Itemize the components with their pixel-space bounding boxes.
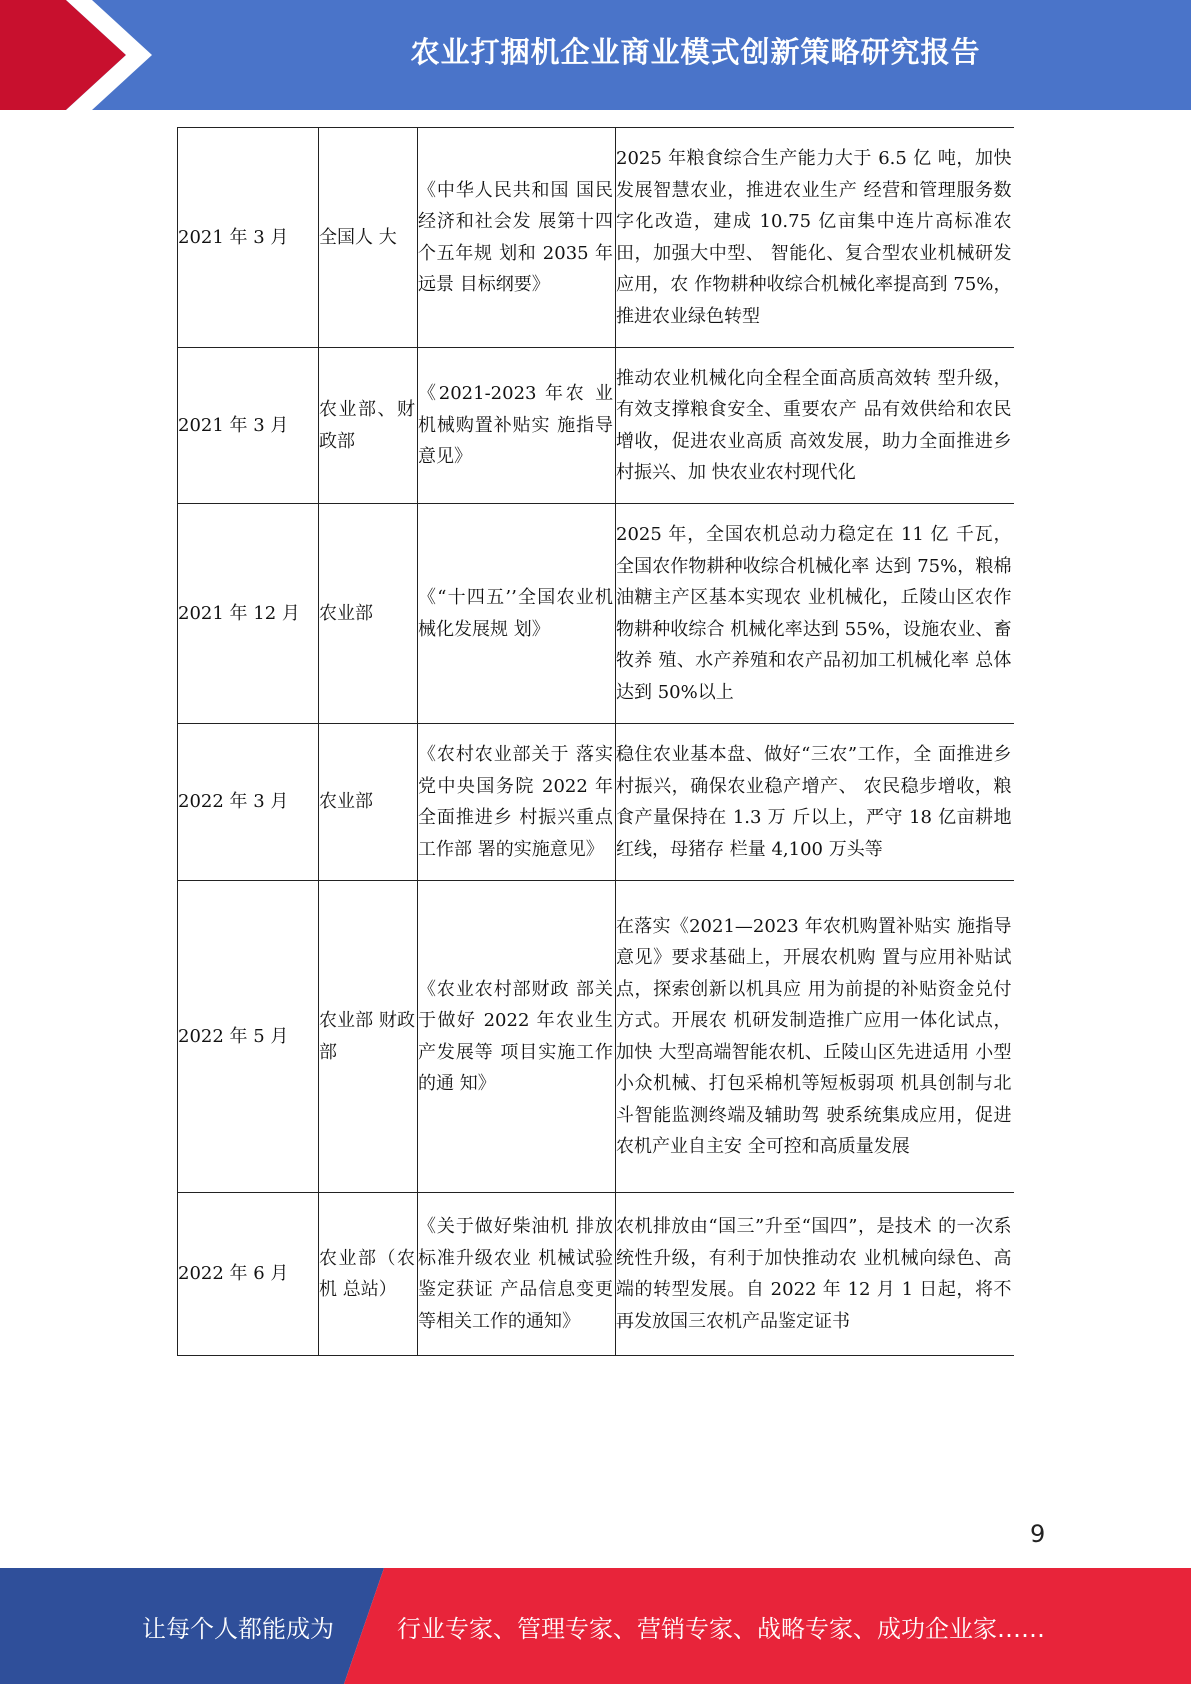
policy-content-cell: 在落实《2021—2023 年农机购置补贴实 施指导意见》要求基础上，开展农机购 置与应用补贴试点，探索创新以机具应 用为前提的补贴资金兑付方式。开展农 机研发制造推广应用一体化试点，加快 大型高端智能农机、丘陵山区先进适用 小型小众机械、打包采棉机等短板弱项 机具创制与北斗智能监测终端及辅助驾 驶系统集成应用，促进农机产业自主安 全可控和高质量发展 (616, 881, 1014, 1193)
policy-document-cell: 《中华人民共和国 国民经济和社会发 展第十四个五年规 划和 2035 年远景 目标纲要》 (418, 128, 616, 348)
policy-department-cell: 农业部 (319, 504, 418, 724)
table-row (178, 504, 1014, 724)
footer-slogan-left: 让每个人都能成为 (142, 1614, 334, 1643)
table-row (178, 1193, 1014, 1356)
policy-content-cell: 农机排放由“国三”升至“国四”，是技术 的一次系统性升级，有利于加快推动农 业机械向绿色、高端的转型发展。自 2022 年 12 月 1 日起，将不再发放国三农机产品鉴定证书 (616, 1193, 1014, 1356)
policy-content-cell: 2025 年，全国农机总动力稳定在 11 亿 千瓦，全国农作物耕种收综合机械化率 达到 75%，粮棉油糖主产区基本实现农 业机械化，丘陵山区农作物耕种收综合 机械化率达到 55%，设施农业、畜牧养 殖、水产养殖和农产品初加工机械化率 总体达到 50%以上 (616, 504, 1014, 724)
page-header (0, 0, 1191, 110)
policy-department-cell: 农业部、财政部 (319, 348, 418, 504)
policy-content-cell: 稳住农业基本盘、做好“三农”工作，全 面推进乡村振兴，确保农业稳产增产、 农民稳步增收，粮食产量保持在 1.3 万 斤以上，严守 18 亿亩耕地红线，母猪存 栏量 4,100 万头等 (616, 724, 1014, 881)
policy-table (177, 127, 1014, 1356)
policy-document-cell: 《2021-2023 年农 业机械购置补贴实 施指导意见》 (418, 348, 616, 504)
policy-department-cell: 全国人 大 (319, 128, 418, 348)
policy-department-cell: 农业部（农机 总站） (319, 1193, 418, 1356)
policy-document-cell: 《“十四五’’全国农业机械化发展规 划》 (418, 504, 616, 724)
page-number: 9 (1030, 1520, 1046, 1548)
policy-document-cell: 《农村农业部关于 落实党中央国务院 2022 年全面推进乡 村振兴重点工作部 署的实施意见》 (418, 724, 616, 881)
page-footer (0, 1568, 1191, 1684)
policy-content-cell: 2025 年粮食综合生产能力大于 6.5 亿 吨，加快发展智慧农业，推进农业生产 经营和管理服务数字化改造，建成 10.75 亿亩集中连片高标准农田，加强大中型、 智能化、复合型农业机械研发应用，农 作物耕种收综合机械化率提高到 75%， 推进农业绿色转型 (616, 128, 1014, 348)
policy-document-cell: 《关于做好柴油机 排放标准升级农业 机械试验鉴定获证 产品信息变更等相关工作的通知》 (418, 1193, 616, 1356)
footer-slogan-right: 行业专家、管理专家、营销专家、战略专家、成功企业家…… (397, 1614, 1045, 1643)
table-row (178, 128, 1014, 348)
policy-document-cell: 《农业农村部财政 部关于做好 2022 年农业生产发展等 项目实施工作的通 知》 (418, 881, 616, 1193)
policy-department-cell: 农业部 (319, 724, 418, 881)
policy-date-cell: 2022 年 3 月 (178, 724, 319, 881)
policy-date-cell: 2022 年 5 月 (178, 881, 319, 1193)
table-row (178, 348, 1014, 504)
policy-content-cell: 推动农业机械化向全程全面高质高效转 型升级，有效支撑粮食安全、重要农产 品有效供给和农民增收，促进农业高质 高效发展，助力全面推进乡村振兴、加 快农业农村现代化 (616, 348, 1014, 504)
document-title: 农业打捆机企业商业模式创新策略研究报告 (410, 34, 981, 69)
policy-department-cell: 农业部 财政部 (319, 881, 418, 1193)
policy-date-cell: 2022 年 6 月 (178, 1193, 319, 1356)
table-row (178, 881, 1014, 1193)
policy-date-cell: 2021 年 12 月 (178, 504, 319, 724)
policy-table-container (177, 127, 1013, 1356)
policy-date-cell: 2021 年 3 月 (178, 128, 319, 348)
policy-date-cell: 2021 年 3 月 (178, 348, 319, 504)
table-row (178, 724, 1014, 881)
